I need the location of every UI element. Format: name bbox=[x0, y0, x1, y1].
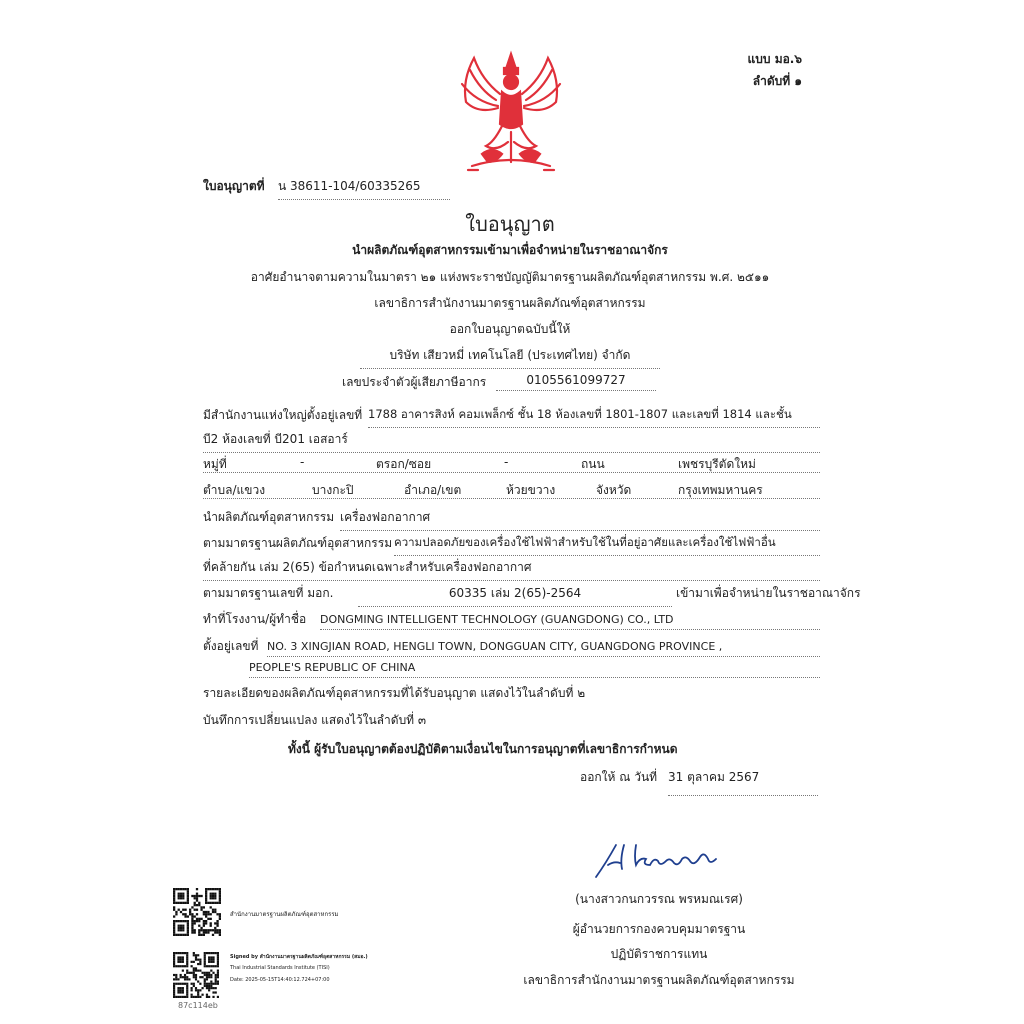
factory-value: DONGMING INTELLIGENT TECHNOLOGY (GUANGDONG) CO., LTD bbox=[320, 613, 820, 630]
product-label: นำผลิตภัณฑ์อุตสาหกรรม bbox=[203, 510, 335, 524]
district-label: อำเภอ/เขต bbox=[404, 483, 462, 497]
moo-value: - bbox=[300, 455, 305, 469]
factory-address-label: ตั้งอยู่เลขที่ bbox=[203, 639, 259, 653]
signatory-title: ผู้อำนวยการกองควบคุมมาตรฐาน bbox=[572, 922, 746, 936]
standard-no-suffix: เข้ามาเพื่อจำหน่ายในราชอาณาจักร bbox=[676, 586, 861, 600]
conditions-note: ทั้งนี้ ผู้รับใบอนุญาตต้องปฏิบัติตามเงื่อนไขในการอนุญาตที่เลขาธิการกำหนด bbox=[288, 742, 678, 756]
subdistrict-label: ตำบล/แขวง bbox=[203, 483, 266, 497]
qr-caption: สำนักงานมาตรฐานผลิตภัณฑ์อุตสาหกรรม bbox=[230, 911, 339, 918]
sequence-number: ลำดับที่ ๑ bbox=[752, 74, 802, 88]
standard-line-1: ความปลอดภัยของเครื่องใช้ไฟฟ้าสำหรับใช้ในที่อยู่อาศัยและเครื่องใช้ไฟฟ้าอื่น bbox=[394, 534, 820, 556]
company-name: บริษัท เสียวหมี่ เทคโนโลยี (ประเทศไทย) จำกัด bbox=[360, 346, 660, 369]
subdistrict-value: บางกะปิ bbox=[312, 483, 354, 497]
digital-signature-date: Date: 2025-05-15T14:40:12.724+07:00 bbox=[230, 977, 330, 983]
standard-no-label: ตามมาตรฐานเลขที่ มอก. bbox=[203, 586, 334, 600]
tax-id-label: เลขประจำตัวผู้เสียภาษีอากร bbox=[342, 375, 487, 389]
head-office-label: มีสำนักงานแห่งใหญ่ตั้งอยู่เลขที่ bbox=[203, 408, 363, 422]
digital-signature-signed-by: Signed by สำนักงานมาตรฐานผลิตภัณฑ์อุตสาหกรรม (สมอ.) bbox=[230, 954, 368, 960]
details-note: รายละเอียดของผลิตภัณฑ์อุตสาหกรรมที่ได้รับอนุญาต แสดงไว้ในลำดับที่ ๒ bbox=[203, 686, 586, 700]
digital-signature-institute: Thai Industrial Standards Institute (TISI) bbox=[230, 965, 330, 971]
district-value: ห้วยขวาง bbox=[506, 483, 556, 497]
signatory-organization: เลขาธิการสำนักงานมาตรฐานผลิตภัณฑ์อุตสาหกรรม bbox=[523, 973, 795, 987]
document-code: 87c114eb bbox=[178, 1001, 218, 1010]
standard-line-2: ที่คล้ายกัน เล่ม 2(65) ข้อกำหนดเฉพาะสำหรับเครื่องฟอกอากาศ bbox=[203, 558, 820, 581]
document-subtitle: นำผลิตภัณฑ์อุตสาหกรรมเข้ามาเพื่อจำหน่ายในราชอาณาจักร bbox=[352, 243, 668, 257]
soi-value: - bbox=[504, 455, 509, 469]
document-title: ใบอนุญาต bbox=[465, 212, 555, 236]
authority-line-1: อาศัยอำนาจตามความในมาตรา ๒๑ แห่งพระราชบัญญัติมาตรฐานผลิตภัณฑ์อุตสาหกรรม พ.ศ. ๒๕๑๑ bbox=[250, 270, 770, 284]
soi-label: ตรอก/ซอย bbox=[376, 457, 432, 471]
head-office-line-2: บี2 ห้องเลขที่ บี201 เอสอาร์ bbox=[203, 430, 820, 453]
road-value: เพชรบุรีตัดใหม่ bbox=[678, 457, 756, 471]
province-label: จังหวัด bbox=[596, 483, 632, 497]
road-label: ถนน bbox=[581, 457, 605, 471]
authority-line-3: ออกใบอนุญาตฉบับนี้ให้ bbox=[449, 322, 571, 336]
standard-label: ตามมาตรฐานผลิตภัณฑ์อุตสาหกรรม bbox=[203, 536, 393, 550]
factory-label: ทำที่โรงงาน/ผู้ทำชื่อ bbox=[203, 612, 307, 626]
qr-code-signature bbox=[173, 952, 219, 998]
handwritten-signature bbox=[590, 835, 730, 881]
issue-date-value: 31 ตุลาคม 2567 bbox=[668, 768, 818, 796]
head-office-line-1: 1788 อาคารสิงห์ คอมเพล็กซ์ ชั้น 18 ห้องเลขที่ 1801-1807 และเลขที่ 1814 และชั้น bbox=[368, 406, 820, 428]
form-code: แบบ มอ.๖ bbox=[747, 52, 802, 66]
license-number-value: น 38611-104/60335265 bbox=[278, 177, 450, 200]
product-value: เครื่องฟอกอากาศ bbox=[340, 508, 820, 531]
changes-note: บันทึกการเปลี่ยนแปลง แสดงไว้ในลำดับที่ ๓ bbox=[203, 713, 427, 727]
factory-address-line-1: NO. 3 XINGJIAN ROAD, HENGLI TOWN, DONGGUAN CITY, GUANGDONG PROVINCE , bbox=[267, 640, 820, 657]
issue-date-label: ออกให้ ณ วันที่ bbox=[580, 770, 658, 784]
authority-line-2: เลขาธิการสำนักงานมาตรฐานผลิตภัณฑ์อุตสาหกรรม bbox=[374, 296, 646, 310]
qr-code-document bbox=[173, 888, 221, 936]
province-value: กรุงเทพมหานคร bbox=[678, 483, 763, 497]
license-number-label: ใบอนุญาตที่ bbox=[203, 179, 265, 193]
signatory-acting: ปฏิบัติราชการแทน bbox=[610, 947, 708, 961]
moo-label: หมู่ที่ bbox=[203, 457, 227, 471]
garuda-emblem bbox=[452, 50, 570, 174]
standard-no-value: 60335 เล่ม 2(65)-2564 bbox=[358, 584, 672, 607]
tax-id-value: 0105561099727 bbox=[496, 373, 656, 391]
signatory-name: (นางสาวกนกวรรณ พรหมณเรศ) bbox=[575, 892, 743, 906]
factory-address-line-2: PEOPLE'S REPUBLIC OF CHINA bbox=[249, 661, 820, 678]
